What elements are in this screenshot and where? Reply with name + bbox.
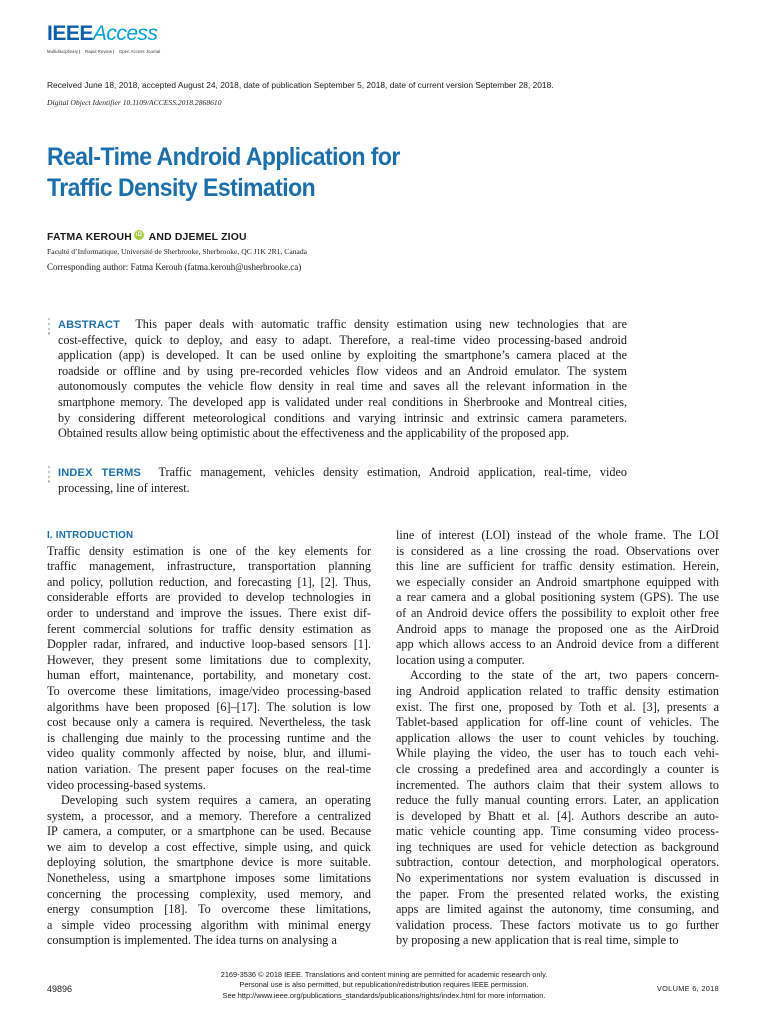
journal-logo: [47, 23, 177, 55]
abstract-line: [58, 317, 627, 333]
body-text-line: a rear camera and a global positioning system (GPS). The use: [396, 590, 719, 605]
volume: VOLUME 6, 2018: [656, 984, 719, 993]
body-text-line: cost because only a camera is required. Nevertheless, the task: [47, 715, 371, 730]
body-text-line: consumption is implemented. The idea turns on analysing a: [47, 933, 337, 948]
body-text-line: incremented. The authors claim that their system allows to: [396, 777, 719, 792]
body-text-line: system, a processor, and a memory. Therefore a centralized: [47, 808, 371, 823]
body-text-line: app which allows access to an Android device from a different: [396, 637, 719, 652]
body-text-line: IP camera, a computer, or a smartphone can be used. Because: [47, 824, 371, 839]
index-terms: [58, 465, 627, 496]
body-text-line: traffic management, infrastructure, transportation planning: [47, 559, 371, 574]
abstract-line: smartphone memory. The developed app is validated under real conditions in Sherbrooke and Montreal cities,: [58, 394, 627, 409]
abstract-line: application (app) is developed. It can be used online by exploiting the smartphone’s camera placed at the: [58, 348, 627, 363]
abstract-text: This paper deals with automatic traffic density estimation using new technologies that are: [135, 317, 627, 331]
abstract-line: cost-effective, quick to deploy, and easy to adapt. Therefore, a real-time video processing-based android: [58, 332, 627, 347]
affiliation: Faculté d’Informatique, Université de Sherbrooke, Sherbrooke, QC J1K 2R1, Canada: [47, 247, 308, 256]
abstract-line: autonomously computes the vehicle flow density in real time and saves all the relevant information in the: [58, 379, 627, 394]
body-text-line: of an Android device offers the possibility to exploit other free: [396, 605, 719, 620]
index-terms-line: processing, line of interest.: [58, 480, 190, 495]
body-text-line: According to the state of the art, two papers concern-: [410, 668, 719, 683]
body-text-line: While playing the video, the user has to touch each vehi-: [396, 746, 719, 761]
body-text-line: we aim to develop a cost effective, simple using, and quick: [47, 839, 371, 854]
body-text-line: cle crossing a predefined area and accordingly a counter is: [396, 761, 719, 776]
abstract-keyword: ABSTRACT: [58, 319, 121, 331]
orcid-icon[interactable]: iD: [135, 232, 143, 238]
body-text-line: ing Android application related to traffic density estimation: [396, 683, 719, 698]
body-text-line: a simple video processing algorithm with minimal energy: [47, 917, 371, 932]
body-text-line: No experimentations nor system evaluation is discussed in: [396, 871, 719, 886]
author-first: FATMA KEROUH: [47, 232, 132, 243]
section-heading: I. INTRODUCTION: [47, 530, 134, 541]
body-text-line: the paper. From the presented related works, the existing: [396, 886, 719, 901]
body-text-line: Nonetheless, using a smartphone imposes some limitations: [47, 871, 371, 886]
body-text-line: subtraction, contour detection, and morphological operators.: [396, 855, 719, 870]
body-text-line: Traffic density estimation is one of the key elements for: [47, 543, 371, 558]
dotted-marker-icon: [47, 318, 53, 337]
index-terms-line: [58, 465, 627, 481]
body-text-line: Tablet-based application for off-line count of vehicles. The: [396, 715, 719, 730]
body-text-line: apps are limited against the autonomy, time consuming, and: [396, 902, 719, 917]
body-text-line: order to understand and improve the issues. There exist dif-: [47, 605, 371, 620]
index-terms-text: Traffic management, vehicles density estimation, Android application, real-time, video: [158, 465, 627, 479]
body-text-line: Android apps to manage the proposed one as the AirDroid: [396, 621, 719, 636]
body-text-line: by proposing a new application that is real time, simple to: [396, 933, 679, 948]
received-dates: Received June 18, 2018, accepted August 24, 2018, date of publication September 5, 2018, date of current version September 28, 2018.: [47, 80, 554, 90]
abstract-line: by considering different meteorological conditions and varying intrinsic and extrinsic camera parameters.: [58, 410, 627, 425]
abstract-line: roadside or offline and by using pre-recorded vehicles flow videos and an Android emulator. The system: [58, 363, 627, 378]
body-text-line: and policy, pollution reduction, and forecasting [1], [2]. Thus,: [47, 574, 371, 589]
paper-title: [47, 142, 525, 204]
body-text-line: Doppler radar, infrared, and inductive loop-based sensors [1].: [47, 637, 371, 652]
body-text-line: video quality commonly affected by noise, blur, and illumi-: [47, 746, 371, 761]
abstract: [58, 317, 627, 442]
body-text-line: reduce the fully manual counting errors. Later, an application: [396, 793, 719, 808]
body-text-line: exist. The first one, proposed by Toth et al. [3], presents a: [396, 699, 719, 714]
body-text-line: To overcome these limitations, image/video processing-based: [47, 683, 371, 698]
body-text-line: nation variation. The present paper focuses on the real-time: [47, 761, 371, 776]
body-text-line: Developing such system requires a camera, an operating: [61, 793, 371, 808]
body-text-line: is developed by Bhatt et al. [4]. Authors describe an auto-: [396, 808, 719, 823]
logo-access-text: Access: [92, 22, 158, 45]
body-text-line: deploying solution, the smartphone device is more suitable.: [47, 855, 371, 870]
license-note: [150, 970, 618, 1001]
body-text-line: line of interest (LOI) instead of the whole frame. The LOI: [396, 528, 719, 542]
body-text-line: we especially consider an Android smartphone equipped with: [396, 574, 719, 589]
body-text-line: energy consumption [18]. To overcome these limitations,: [47, 902, 371, 917]
body-text-line: location using a computer.: [396, 652, 525, 667]
author-rest: AND DJEMEL ZIOU: [148, 232, 247, 243]
dotted-marker-icon: [47, 466, 53, 485]
body-text-line: However, they present some limitations due to complexity,: [47, 652, 371, 667]
body-text-line: considerable efforts are provided to develop technologies in: [47, 590, 371, 605]
body-text-line: this line are sufficient for traffic density estimation. Herein,: [396, 559, 719, 574]
body-text-line: matic vehicle counting app. Time consuming video process-: [396, 824, 719, 839]
doi: Digital Object Identifier 10.1109/ACCESS.2018.2868610: [47, 98, 222, 107]
column-left: [47, 528, 371, 949]
abstract-line: Obtained results allow being optimistic about the effectiveness and the applicability of the proposed app.: [58, 426, 570, 441]
body-text-line: concerning the processing complexity, used memory, and: [47, 886, 371, 901]
license-line: Personal use is also permitted, but republication/redistribution requires IEEE permission.: [239, 980, 529, 990]
body-text-line: ferent commercial solutions for traffic density estimation as: [47, 621, 371, 636]
column-right: [396, 528, 719, 949]
authors: [47, 230, 247, 243]
page-number: 49896: [47, 984, 73, 994]
body-text-line: video processing-based systems.: [47, 777, 206, 792]
title-line: Traffic Density Estimation: [47, 174, 316, 202]
license-line: See http://www.ieee.org/publications_standards/publications/rights/index.html for more information.: [222, 990, 546, 1000]
body-text-line: algorithms have been proposed [6]–[17]. The solution is low: [47, 699, 371, 714]
body-text-line: human effort, maintenance, portability, and monetary cost.: [47, 668, 371, 683]
license-line: 2169-3536 © 2018 IEEE. Translations and content mining are permitted for academic research only.: [220, 970, 548, 979]
title-line: Real-Time Android Application for: [47, 143, 400, 171]
index-terms-keyword: INDEX TERMS: [58, 467, 142, 479]
body-text-line: ing techniques are used for vehicle detection as background: [396, 839, 719, 854]
body-text-line: is considered as a line crossing the road. Observations over: [396, 543, 719, 558]
body-text-line: validation process. These factors motivate us to go further: [396, 917, 719, 932]
logo-ieee-text: IEEE: [47, 22, 93, 45]
corresponding-author: Corresponding author: Fatma Kerouh (fatma.kerouh@usherbrooke.ca): [47, 262, 302, 272]
logo-tagline: Multidisciplinary ⎸ Rapid Review ⎸ Open Access Journal: [47, 49, 161, 54]
body-text-line: is challenging due mainly to the processing runtime and the: [47, 730, 371, 745]
body-text-line: application allows the user to count vehicles by touching.: [396, 730, 719, 745]
